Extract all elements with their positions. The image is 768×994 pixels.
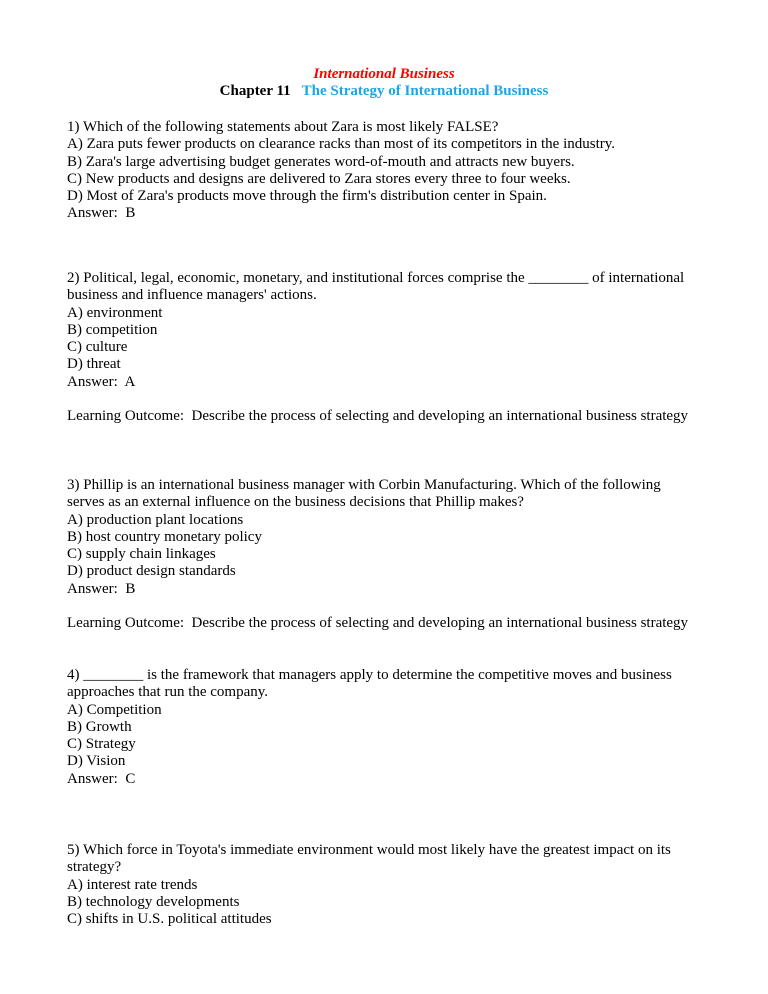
question-1: [67, 119, 707, 223]
answer: Answer: B: [67, 580, 136, 597]
option-c: C) culture: [67, 339, 128, 356]
chapter-title: The Strategy of International Business: [301, 83, 549, 99]
question-stem-continued: business and influence managers' actions.: [67, 287, 317, 304]
answer: Answer: B: [67, 205, 136, 222]
option-d: D) product design standards: [67, 563, 236, 580]
option-a: A) production plant locations: [67, 511, 244, 528]
blank-line: [67, 391, 707, 408]
question-stem: 5) Which force in Toyota's immediate environment would most likely have the greatest impact on its: [67, 842, 671, 858]
answer: Answer: A: [67, 373, 136, 390]
document-title: [0, 66, 768, 83]
question-stem: 2) Political, legal, economic, monetary, and institutional forces comprise the ________ of international: [67, 270, 685, 286]
option-a: A) Zara puts fewer products on clearance racks than most of its competitors in the industry.: [67, 136, 616, 153]
option-d: D) Vision: [67, 753, 126, 770]
option-d: D) Most of Zara's products move through the firm's distribution center in Spain.: [67, 188, 547, 205]
option-c: C) New products and designs are delivered to Zara stores every three to four weeks.: [67, 170, 571, 187]
document-title-text: International Business: [313, 66, 455, 82]
question-3: [67, 477, 707, 633]
option-b: B) technology developments: [67, 893, 240, 910]
blank-line: [67, 598, 707, 615]
question-stem: 3) Phillip is an international business manager with Corbin Manufacturing. Which of the following: [67, 477, 661, 493]
option-c: C) shifts in U.S. political attitudes: [67, 911, 272, 928]
option-b: B) Growth: [67, 718, 132, 735]
option-b: B) host country monetary policy: [67, 528, 262, 545]
question-stem-continued: strategy?: [67, 859, 122, 876]
chapter-heading: [0, 83, 768, 100]
question-4: [67, 667, 707, 788]
option-a: A) Competition: [67, 701, 162, 718]
learning-outcome: Learning Outcome: Describe the process of selecting and developing an international business strategy: [67, 408, 689, 425]
option-d: D) threat: [67, 356, 121, 373]
question-stem-continued: approaches that run the company.: [67, 684, 269, 701]
learning-outcome: Learning Outcome: Describe the process of selecting and developing an international business strategy: [67, 615, 689, 632]
question-stem: 1) Which of the following statements about Zara is most likely FALSE?: [67, 119, 499, 135]
question-5: [67, 842, 707, 928]
question-2: [67, 270, 707, 426]
question-stem: 4) ________ is the framework that managers apply to determine the competitive moves and business: [67, 667, 672, 683]
option-a: A) interest rate trends: [67, 876, 198, 893]
answer: Answer: C: [67, 770, 136, 787]
question-stem-continued: serves as an external influence on the business decisions that Phillip makes?: [67, 494, 524, 511]
option-a: A) environment: [67, 304, 163, 321]
option-b: B) Zara's large advertising budget generates word-of-mouth and attracts new buyers.: [67, 153, 575, 170]
chapter-number: Chapter 11: [219, 83, 291, 99]
option-c: C) Strategy: [67, 736, 136, 753]
option-b: B) competition: [67, 321, 158, 338]
option-c: C) supply chain linkages: [67, 546, 216, 563]
